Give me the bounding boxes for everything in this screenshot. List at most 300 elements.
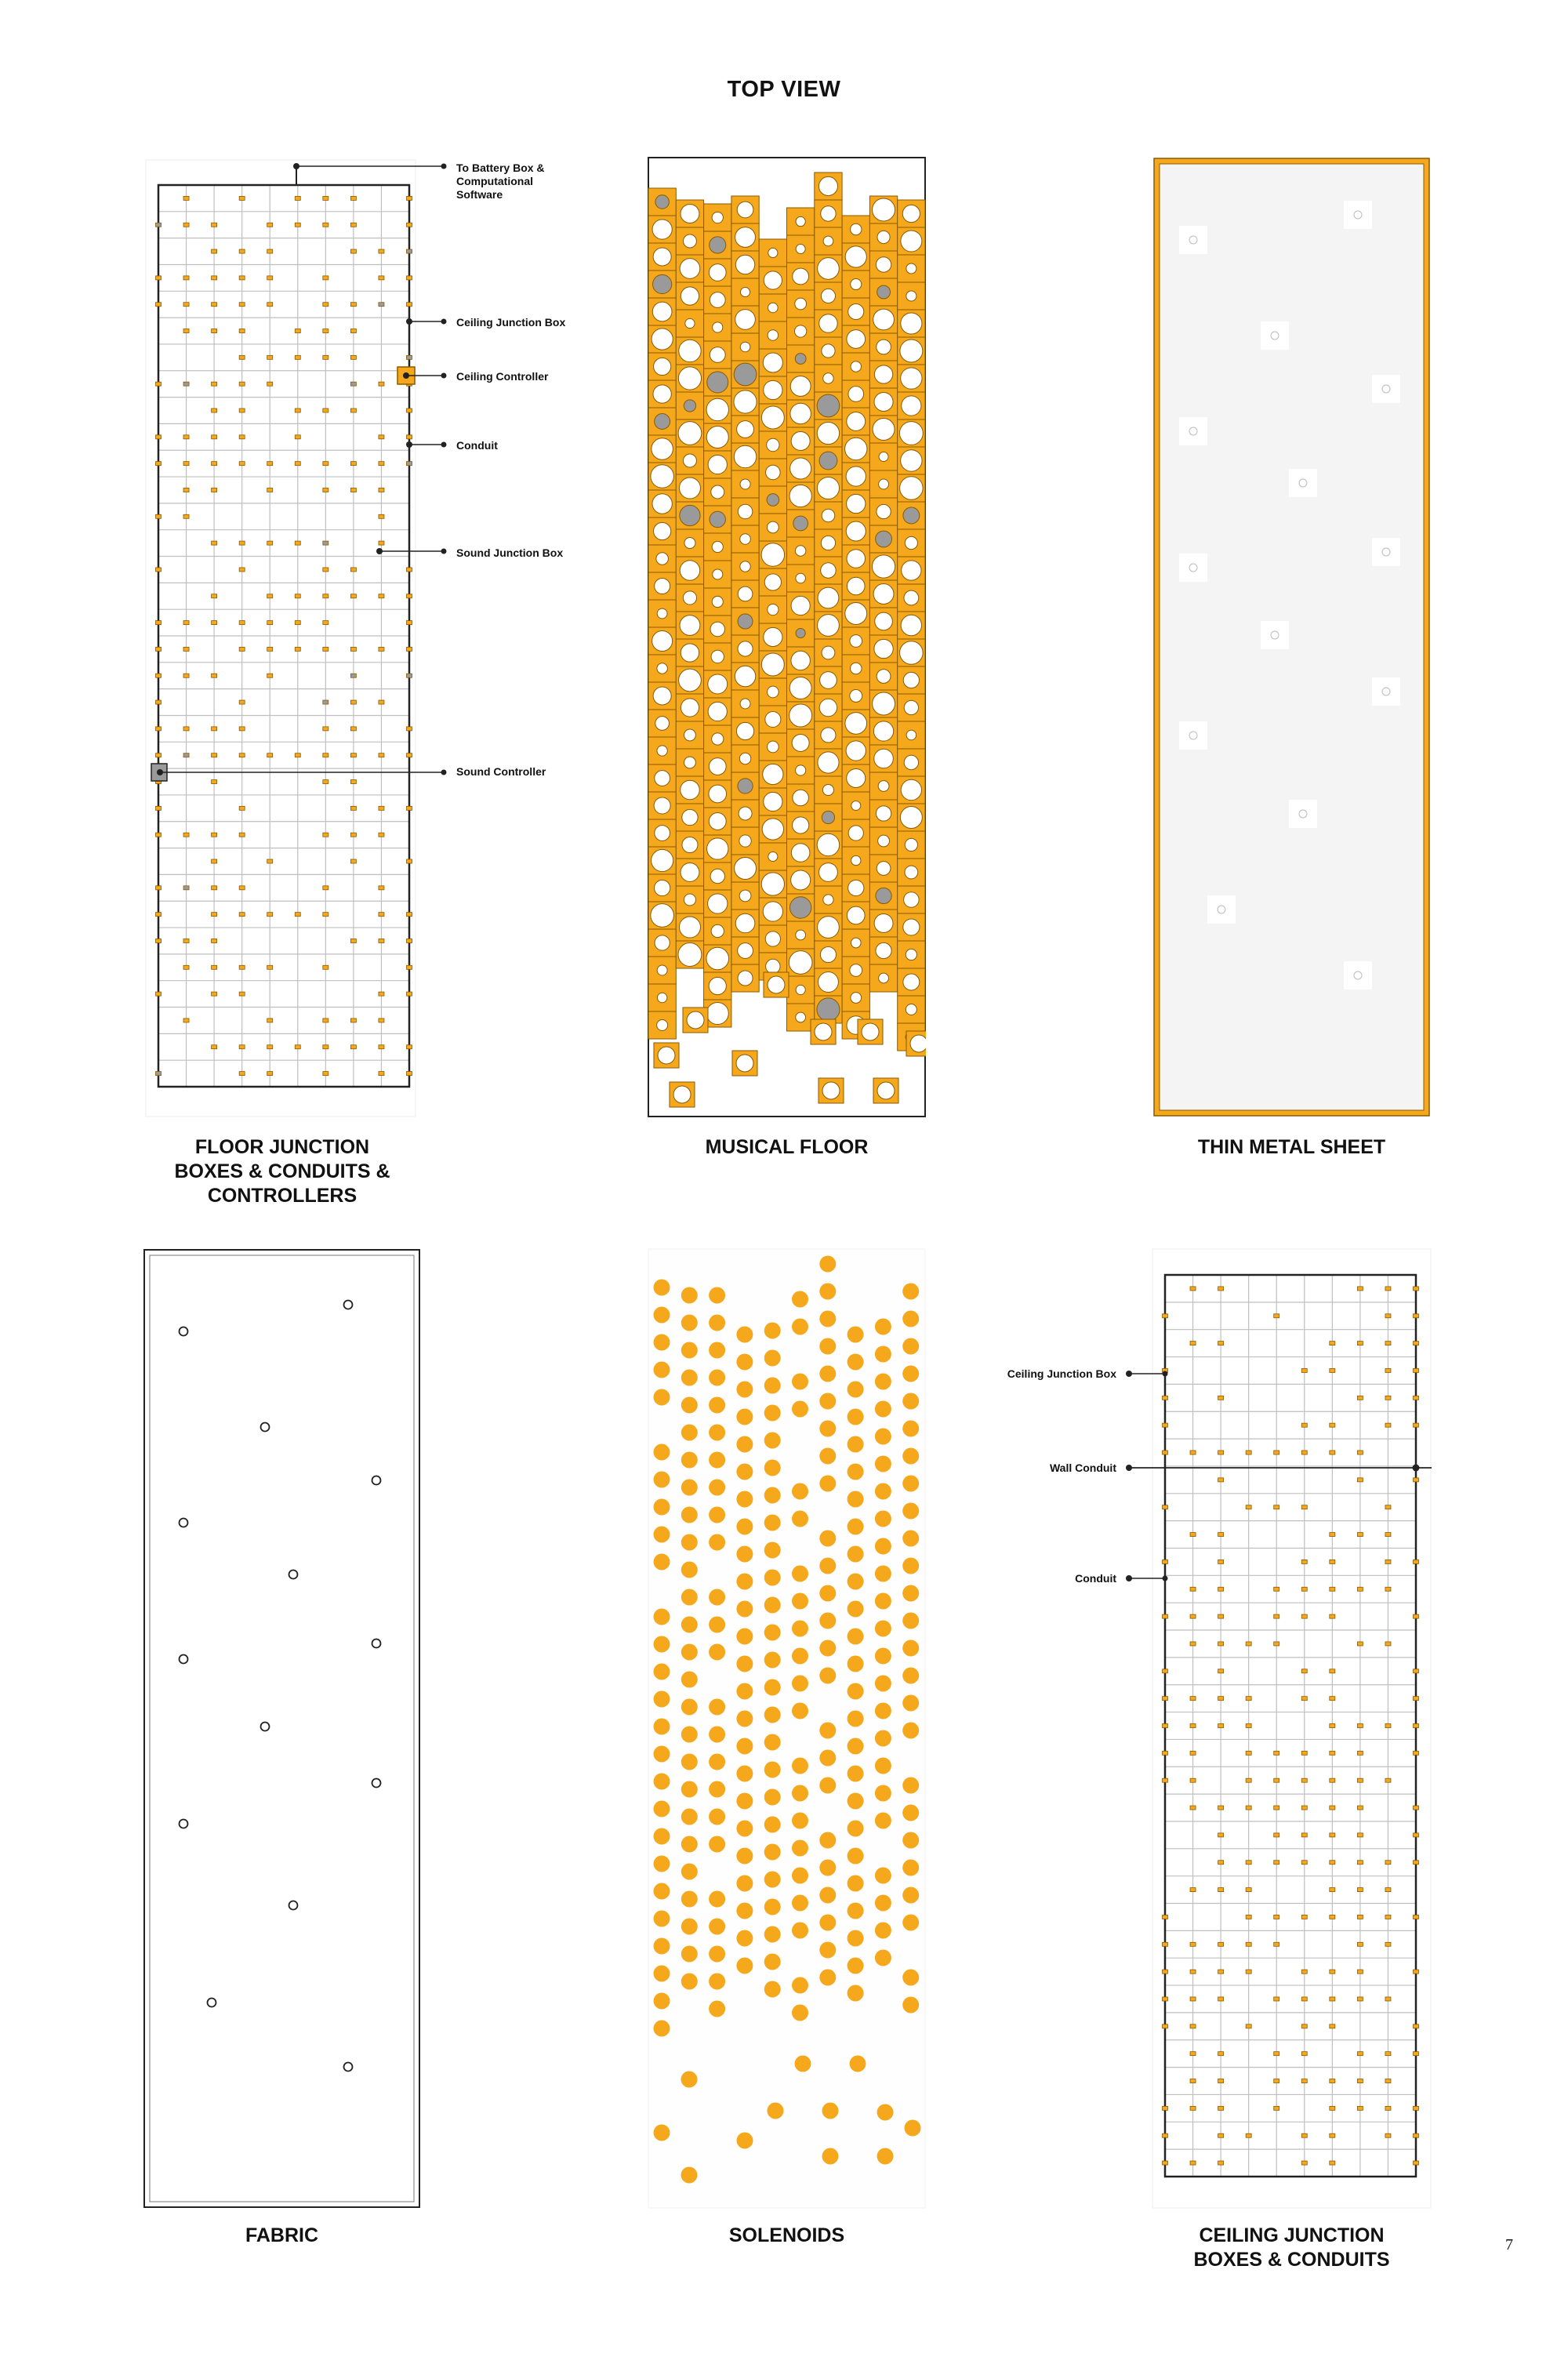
junction-box: [1357, 1833, 1363, 1837]
solenoid: [792, 1566, 808, 1582]
sheet-pad: [1179, 417, 1207, 445]
junction-box: [156, 992, 162, 996]
floor-junction-diagram: [141, 157, 580, 1121]
junction-box: [350, 859, 356, 863]
callout-battery-label: To Battery Box & Computational Software: [456, 162, 545, 201]
junction-box: [1190, 2161, 1196, 2165]
tile-hole: [679, 340, 701, 361]
junction-box: [1301, 1778, 1307, 1782]
junction-box: [379, 992, 384, 996]
junction-box: [323, 753, 328, 757]
junction-box: [212, 435, 217, 439]
junction-box: [1190, 1806, 1196, 1810]
solenoid: [681, 1754, 698, 1770]
tile-hole: [738, 586, 753, 601]
tile-hole: [791, 844, 810, 862]
solenoid: [848, 1382, 864, 1398]
solenoid: [681, 1836, 698, 1853]
solenoid: [764, 1625, 781, 1641]
tile-hole: [796, 765, 806, 775]
junction-box: [1218, 2106, 1224, 2110]
sheet-pad: [1179, 554, 1207, 582]
junction-box: [1246, 1915, 1251, 1919]
tile-hole: [679, 669, 702, 692]
tile-hole: [821, 206, 836, 221]
junction-box: [156, 276, 162, 280]
junction-box: [212, 833, 217, 837]
tile-hole: [768, 303, 779, 313]
junction-box: [379, 1019, 384, 1022]
junction-box: [1414, 1478, 1419, 1482]
junction-box: [1301, 2024, 1307, 2028]
sheet-pad: [1289, 469, 1317, 497]
junction-box: [1330, 1997, 1335, 2001]
solenoid: [819, 1585, 836, 1602]
junction-box: [212, 488, 217, 492]
solenoid: [768, 2103, 784, 2119]
junction-box: [1357, 1287, 1363, 1291]
solenoid: [819, 1887, 836, 1904]
tile-hole: [740, 561, 750, 572]
tile-hole: [653, 687, 671, 705]
junction-box: [379, 303, 384, 307]
sheet-pad: [1344, 961, 1372, 989]
tile-hole: [735, 858, 757, 880]
junction-box: [183, 514, 189, 518]
junction-box: [1414, 2052, 1419, 2056]
tile-hole: [847, 494, 866, 513]
tile-hole: [711, 485, 724, 499]
junction-box: [1301, 2079, 1307, 2083]
tile-hole: [851, 993, 862, 1004]
junction-box: [1218, 1942, 1224, 1946]
fabric-hole: [180, 1327, 188, 1336]
junction-box: [1163, 1697, 1168, 1701]
junction-box: [350, 355, 356, 359]
callout-conduit-label-2: Conduit: [1075, 1572, 1116, 1585]
solenoid: [792, 1895, 808, 1912]
junction-box: [239, 1072, 245, 1076]
tile-hole: [817, 833, 840, 856]
tile-hole: [738, 971, 753, 986]
tile-hole: [710, 347, 725, 363]
solenoid: [736, 1327, 753, 1343]
solenoid: [848, 1985, 864, 2002]
solenoid: [709, 1946, 725, 1963]
junction-box: [1385, 1533, 1391, 1537]
solenoid: [737, 2133, 753, 2149]
junction-box: [1330, 1806, 1335, 1810]
junction-box: [212, 329, 217, 333]
tile-hole: [655, 195, 670, 209]
tile-hole: [875, 612, 893, 630]
solenoid: [875, 1483, 891, 1500]
junction-box: [1218, 1888, 1224, 1892]
tile-hole: [710, 237, 726, 253]
callout-ceiling-junction-box-label-2: Ceiling Junction Box: [1007, 1367, 1116, 1380]
solenoid: [850, 2056, 866, 2072]
tile-hole: [821, 728, 836, 743]
junction-box: [267, 1072, 273, 1076]
junction-box: [350, 488, 356, 492]
solenoid: [819, 1476, 836, 1492]
sheet-pad: [1344, 201, 1372, 229]
tile-hole: [818, 258, 840, 280]
junction-box: [1330, 1669, 1335, 1673]
solenoid: [792, 1483, 808, 1500]
solenoid: [736, 1546, 753, 1563]
junction-box: [1385, 1724, 1391, 1728]
tile-hole: [874, 749, 894, 768]
junction-box: [350, 594, 356, 598]
junction-box: [1414, 1314, 1419, 1318]
tile-hole: [877, 504, 891, 518]
tile-hole: [684, 757, 696, 768]
junction-box: [1246, 1970, 1251, 1974]
junction-box: [407, 355, 412, 359]
solenoid: [709, 1370, 725, 1386]
junction-box: [1274, 2106, 1279, 2110]
tile-hole: [710, 511, 725, 527]
leader-dot: [441, 442, 447, 448]
solenoid: [848, 1519, 864, 1535]
solenoid: [736, 1629, 753, 1645]
junction-box: [1274, 1451, 1279, 1454]
solenoid: [792, 1703, 808, 1719]
solenoid: [681, 2072, 698, 2088]
sheet-pad: [1261, 321, 1289, 350]
tile-hole: [767, 494, 779, 507]
tile-hole: [684, 894, 695, 906]
solenoid: [709, 1342, 725, 1359]
solenoid: [764, 1872, 781, 1888]
tile-hole: [657, 608, 667, 619]
tile-hole: [877, 340, 891, 354]
solenoid: [792, 1977, 808, 1994]
junction-box: [407, 1045, 412, 1049]
tile-hole: [739, 890, 751, 902]
junction-box: [295, 409, 300, 412]
solenoid: [736, 1903, 753, 1919]
solenoid: [654, 1554, 670, 1570]
solenoid: [736, 1958, 753, 1974]
junction-box: [1190, 1533, 1196, 1537]
junction-box: [239, 913, 245, 917]
tile-hole: [873, 721, 893, 741]
junction-box: [1301, 1806, 1307, 1810]
junction-box: [212, 594, 217, 598]
solenoid: [819, 1256, 836, 1273]
solenoid: [709, 1727, 725, 1743]
tile-hole: [845, 246, 866, 267]
solenoid: [848, 1821, 864, 1837]
junction-box: [239, 276, 245, 280]
junction-box: [1385, 1915, 1391, 1919]
solenoid: [654, 1609, 670, 1625]
fabric-hole: [208, 1999, 216, 2007]
junction-box: [1218, 1697, 1224, 1701]
tile-hole: [685, 318, 695, 328]
junction-box: [1357, 1451, 1363, 1454]
solenoid: [902, 1311, 919, 1327]
tile-hole: [793, 516, 808, 531]
solenoid: [792, 1758, 808, 1774]
caption-metal-sheet: THIN METAL SHEET: [1197, 1136, 1386, 1158]
tile-hole: [657, 663, 668, 674]
junction-box: [295, 329, 300, 333]
tile-hole: [651, 904, 674, 928]
solenoid: [792, 1813, 808, 1829]
junction-box: [1246, 1751, 1251, 1755]
solenoid: [848, 1876, 864, 1892]
solenoid: [848, 1601, 864, 1618]
caption-musical-floor: MUSICAL FLOOR: [705, 1136, 869, 1158]
junction-box: [323, 621, 328, 625]
tile-hole: [876, 888, 891, 903]
solenoid: [819, 1668, 836, 1684]
junction-box: [407, 913, 412, 917]
solenoid: [736, 1436, 753, 1453]
tile-hole: [845, 603, 867, 625]
tile-hole: [764, 271, 782, 289]
junction-box: [1385, 1587, 1391, 1591]
tile-hole: [735, 666, 755, 686]
tile-hole: [789, 485, 811, 507]
sheet-pad: [1372, 538, 1400, 566]
tile-hole: [651, 465, 674, 488]
solenoid: [654, 1938, 670, 1955]
junction-box: [407, 965, 412, 969]
junction-box: [1301, 1970, 1307, 1974]
tile-hole: [708, 674, 728, 694]
tile-hole: [680, 259, 700, 279]
junction-box: [183, 674, 189, 677]
junction-box: [1385, 1560, 1391, 1563]
tile-hole: [706, 398, 728, 420]
tile-hole: [900, 340, 923, 362]
tile-hole: [851, 278, 862, 289]
musical-floor-diagram: [648, 157, 926, 1117]
solenoid: [654, 1636, 670, 1653]
tile-hole: [735, 227, 756, 248]
tile-hole: [903, 919, 920, 935]
junction-box: [1357, 1888, 1363, 1892]
junction-box: [1330, 1342, 1335, 1345]
junction-box: [379, 462, 384, 466]
solenoid: [736, 1574, 753, 1590]
junction-box: [212, 1045, 217, 1049]
fabric-hole: [372, 1779, 381, 1788]
solenoid: [902, 1887, 919, 1904]
junction-box: [295, 462, 300, 466]
solenoid: [764, 1350, 781, 1367]
solenoid: [819, 1558, 836, 1574]
tile-hole: [874, 639, 893, 658]
tile-hole: [873, 692, 895, 715]
tile-hole: [765, 931, 780, 946]
junction-box: [350, 303, 356, 307]
solenoid: [709, 1974, 725, 1990]
junction-box: [295, 355, 300, 359]
tile-hole: [819, 863, 838, 882]
tile-hole: [901, 615, 921, 635]
solenoid: [902, 1366, 919, 1382]
tile-hole: [823, 895, 833, 905]
junction-box: [407, 568, 412, 572]
junction-box: [212, 621, 217, 625]
junction-box: [1330, 2161, 1335, 2165]
junction-box: [212, 913, 217, 917]
junction-box: [1274, 1751, 1279, 1755]
solenoid: [681, 1452, 698, 1469]
junction-box: [1301, 1915, 1307, 1919]
solenoid: [764, 1597, 781, 1614]
tile-hole: [796, 244, 805, 253]
junction-box: [1190, 1287, 1196, 1291]
tile-hole: [850, 690, 862, 703]
junction-box: [183, 833, 189, 837]
junction-box: [156, 833, 162, 837]
tile-hole: [764, 627, 782, 646]
junction-box: [323, 647, 328, 651]
solenoid: [792, 1511, 808, 1527]
junction-box: [1163, 1915, 1168, 1919]
junction-box: [295, 594, 300, 598]
junction-box: [1414, 2024, 1419, 2028]
junction-box: [350, 753, 356, 757]
solenoid: [654, 1527, 670, 1543]
junction-box: [1218, 1806, 1224, 1810]
junction-box: [350, 1019, 356, 1022]
junction-box: [1414, 1833, 1419, 1837]
junction-box: [1301, 1505, 1307, 1509]
solenoid: [681, 1727, 698, 1743]
tile-hole: [738, 504, 753, 519]
tile-hole: [877, 670, 891, 684]
junction-box: [239, 886, 245, 890]
solenoid: [875, 1511, 891, 1527]
tile-hole: [791, 431, 810, 450]
junction-box: [183, 435, 189, 439]
junction-box: [295, 541, 300, 545]
junction-box: [407, 249, 412, 253]
junction-box: [1357, 1915, 1363, 1919]
junction-box: [1163, 2024, 1168, 2028]
metal-sheet-panel: [1152, 157, 1431, 1117]
tile-hole: [680, 561, 699, 580]
tile-hole: [709, 264, 726, 281]
callout-ceiling-controller-label: Ceiling Controller: [456, 370, 549, 383]
solenoid: [709, 2001, 725, 2017]
tile-hole: [792, 735, 809, 752]
solenoid: [819, 1942, 836, 1959]
floor-junction-panel: [141, 157, 580, 1121]
tile-hole: [823, 236, 833, 246]
junction-box: [1414, 1423, 1419, 1427]
junction-box: [1274, 1778, 1279, 1782]
junction-box: [1246, 2024, 1251, 2028]
junction-box: [1163, 1560, 1168, 1563]
solenoid: [654, 1883, 670, 1900]
junction-box: [1301, 1751, 1307, 1755]
tile-hole: [851, 855, 861, 865]
junction-box: [323, 1045, 328, 1049]
junction-box: [323, 886, 328, 890]
junction-box: [1163, 1396, 1168, 1400]
solenoid: [654, 1389, 670, 1406]
junction-box: [407, 939, 412, 942]
tile-hole: [796, 1012, 806, 1022]
tile-hole: [796, 985, 805, 994]
solenoid: [764, 1707, 781, 1723]
tile-hole: [740, 479, 750, 489]
junction-box: [1357, 1778, 1363, 1782]
solenoid: [795, 2056, 811, 2072]
solenoid: [848, 1683, 864, 1700]
leader-dot: [1126, 1575, 1132, 1581]
solenoid: [875, 1703, 891, 1719]
junction-box: [1246, 1451, 1251, 1454]
junction-box: [1163, 2133, 1168, 2137]
tile-hole: [876, 531, 892, 547]
tile-hole: [904, 892, 920, 908]
junction-box: [323, 329, 328, 333]
solenoid: [654, 1966, 670, 1982]
junction-box: [183, 303, 189, 307]
solenoid: [877, 2104, 894, 2121]
solenoid: [709, 1644, 725, 1661]
solenoid: [654, 1828, 670, 1845]
tile-hole: [791, 870, 811, 890]
tile-hole: [655, 826, 670, 841]
junction-box: [350, 833, 356, 837]
leader-dot: [293, 163, 299, 169]
junction-box: [295, 196, 300, 200]
junction-box: [1330, 1888, 1335, 1892]
tile-hole: [906, 291, 916, 301]
solenoid: [875, 1758, 891, 1774]
junction-box: [350, 223, 356, 227]
sheet-pad: [1289, 800, 1317, 828]
fabric-hole: [261, 1423, 270, 1432]
tile-hole: [877, 231, 890, 243]
leader-dot: [376, 548, 383, 554]
junction-box: [239, 435, 245, 439]
solenoid: [819, 1284, 836, 1300]
page-number: 7: [1505, 2236, 1513, 2253]
tile-hole: [901, 368, 922, 389]
junction-box: [1301, 1614, 1307, 1618]
solenoid: [681, 1864, 698, 1880]
junction-box: [1414, 1342, 1419, 1345]
tile-hole: [708, 894, 728, 913]
tile-hole: [789, 704, 812, 727]
junction-box: [212, 727, 217, 731]
junction-box: [239, 541, 245, 545]
junction-box: [1163, 1970, 1168, 1974]
junction-box: [1218, 1342, 1224, 1345]
junction-box: [1385, 1942, 1391, 1946]
tile-hole: [879, 973, 889, 983]
junction-box: [1385, 1505, 1391, 1509]
tile-hole: [655, 935, 670, 950]
solenoid: [819, 1750, 836, 1767]
junction-box: [407, 674, 412, 677]
tile-hole: [903, 672, 919, 688]
leader-dot: [1163, 1576, 1168, 1581]
solenoid: [681, 1781, 698, 1798]
solenoid: [736, 1491, 753, 1508]
